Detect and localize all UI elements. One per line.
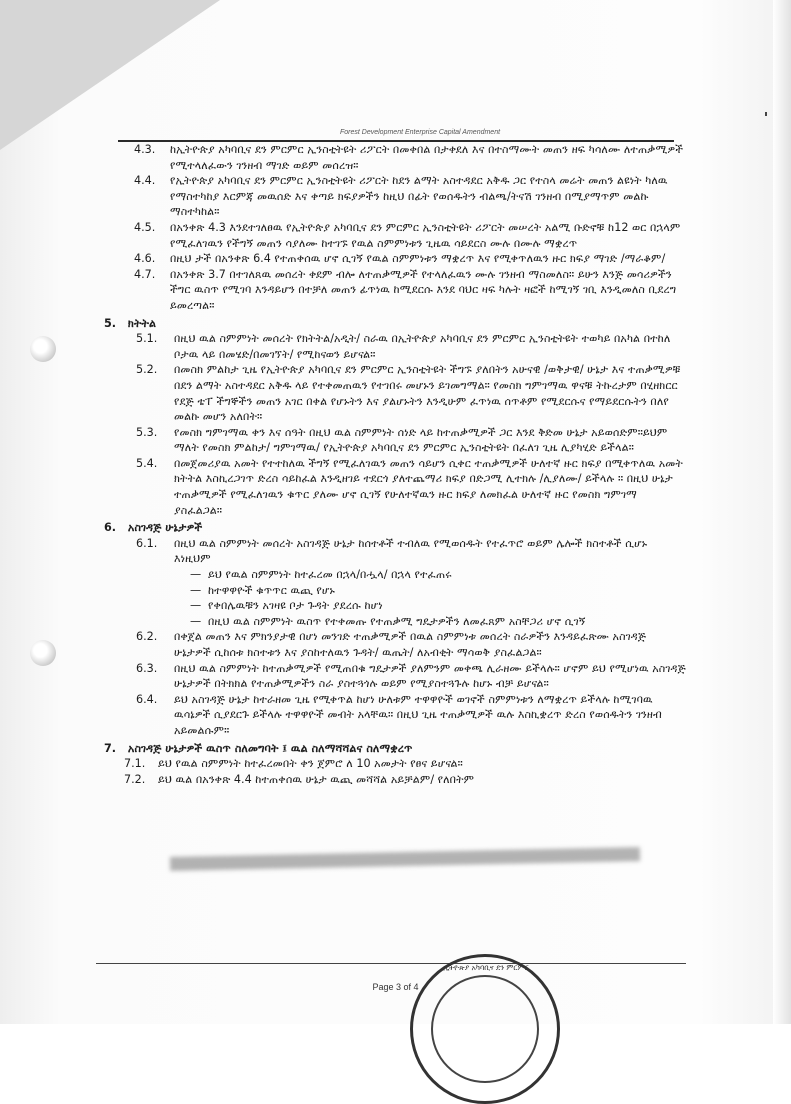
page-fold: [0, 0, 220, 150]
punch-hole-bottom: [30, 640, 56, 666]
item-text: በዚህ ታች በአንቀጽ 6.4 የተጠቀሰዉ ሆኖ ሲገኝ የዉል ስምምነቱን ማቋረጥ እና የሚቀጥለዉን ዙር ክፍያ ማገድ /ማራቆም/: [170, 252, 666, 266]
bullet-item: [96, 583, 686, 599]
item-number: 5.1.: [136, 332, 158, 346]
punch-hole-top: [30, 336, 56, 362]
item-text: ከኢትዮጵያ አካባቢና ደን ምርምር ኢንስቲትዩት ሪፖርት በመቀበል በታቀደለ እና በተስማሙት መጠን ዘፍ ካሳለሙ ለተጠቃሚዎች የሚተላለፈውን ገንዘብ ማገድ ወይም መሰረዝ።: [170, 143, 684, 172]
numbered-item: [96, 220, 686, 251]
section-5-items: [96, 331, 686, 518]
item-text: ይህ የዉል ስምምነት ከተፈረመበት ቀን ጀምሮ ለ 10 አመታት የፀና ይሆናል።: [158, 757, 463, 771]
item-number: 5.3.: [136, 425, 158, 439]
item-number: 6.4.: [136, 692, 158, 706]
numbered-item: [96, 173, 686, 220]
bullet-item: [96, 614, 686, 630]
numbered-item: [96, 267, 686, 314]
section-title: አስገዳጅ ሁኔታዎች ዉስጥ ስለመግባት ፤ ዉል ስለማሻሻልና ስለማቋረጥ: [127, 741, 413, 755]
item-text: በአንቀጽ 3.7 በተገለጸዉ መሰረት ቀደም ብሎ ለተጠቃሚዎች የተላለፈዉን ሙሉ ገንዘብ ማስመለስ። ይሁን እንጅ መሳሪዎችን ችግር ዉስጥ የሚገባ እንዳይሆን በተቻለ መጠን ፊጥነዉ ከሚደርሱ እንደ ባህር ዛፍ ካሉት ዛፎች ከሚገኝ ገቢ እንዲመለስ ቢደረግ ይመረጣል።: [170, 267, 677, 312]
numbered-item: [96, 362, 686, 424]
section-4-items: [96, 142, 686, 314]
section-7-heading: [104, 741, 686, 757]
item-text: በአንቀጽ 4.3 እንደተገለፀዉ የኢትዮጵያ አካባቢና ደን ምርምር ኢንስቲትዩት ሪፖርት መሠረት አልሚ ቡድኖቹ ከ12 ወር በኋላም የሚፈለገዉን የችግኝ መጠን ሳያለሙ ከተገኙ የዉል ስምምነቱን ጊዜዉ ሳይደርስ ሙሉ በሙሉ ማቋረጥ: [170, 220, 681, 250]
numbered-item: [96, 756, 686, 772]
scan-mark: [765, 112, 767, 116]
numbered-item: [96, 142, 686, 173]
item-text: በዚህ ዉል ስምምነት መሰረት አስገዳጅ ሁኔታ ከሰተቶች ተብለዉ የሚወሰዱት የተፈጥሮ ወይም ሌሎች ክስተቶች ሲሆኑ እነዚህም: [174, 536, 648, 566]
bullet-mark: —: [190, 599, 202, 613]
section-5-heading: [104, 316, 686, 332]
document-body: [96, 142, 686, 787]
section-7-items: [96, 756, 686, 787]
item-text: በመጀመሪያዉ አመት የተተከለዉ ችግኝ የሚፈለገዉን መጠን ሳይሆን ሲቀር ተጠቃሚዎች ሁለተኛ ዙር ክፍያ በሚቀጥለዉ አመት ክትትል እስኪረጋገጥ ድረስ ሳይከፈል እንዲዘገይ ተደርጎ ያለተጨማሪ ክፍያ በድጋሚ ሊተክሉ /ሊያለሙ/ ይችላሉ ። በዚህ ሁኔታ ተጠቃሚዎች የሚፈለገዉን ቁጥር ያለሙ ሆኖ ሲገኝ የሁለተኛዉን ዙር ክፍያ ለመክፈል ሁለተኛ ዙር የመስክ ግምገማ ያስፈልጋል።: [174, 456, 683, 517]
numbered-item: [96, 331, 686, 362]
page-number: Page 3 of 4: [372, 982, 419, 992]
item-text: በቀጀል መጠን እና ምክንያታዊ በሆነ መንገድ ተጠቃሚዎች በዉል ስምምነቱ መሰረት ስራዎችን እንዳይፈጽሙ አስገዳጅ ሁኔታዎች ሲከሰቱ ክስተቱን እና ያስከተለዉን ጉዳት/ ዉጤት/ ለአብቂት ማሳወቅ ያስፈልጋል።: [174, 630, 647, 659]
official-stamp: [410, 954, 560, 1104]
item-text: ይህ አስገዳጅ ሁኔታ ከተራዘመ ጊዜ የሚቀጥል ከሆነ ሁለቱም ተዋዋዮች ወገኖች ስምምነቱን ለማቋረጥ ይችላሉ ከሚገባዉ ዉሳኔዎች ሲያደርጉ ይችላሉ ተዋዋዮች መብት አላቸዉ። በዚህ ጊዜ ተጠቃሚዎች ዉሉ እስኪቋረጥ ድረስ የወሰዱትን ገንዘብ አይመልሱም።: [174, 692, 662, 737]
item-number: 6.3.: [136, 661, 158, 675]
item-number: 6.1.: [136, 536, 158, 550]
bullet-text: የቀበሌዉቹን አገዛዩ ቦታ ጉዳት ያደረሱ ከሆነ: [208, 599, 383, 613]
numbered-item: [96, 536, 686, 567]
bullet-item: [96, 598, 686, 614]
item-text: በዚህ ዉል ስምምነት ከተጠቃሚዎች የሚጠበቁ ግዴታዎች ያለምንም መቀጫ ሊራዘሙ ይችላሉ። ሆኖም ይህ የሚሆነዉ አስገዳጅ ሁኔታዎች በትክክል የተጠቃሚዎችን ስራ ያስተጓጎሉ ወይም የሚያስተጓጉሉ ከሆኑ ብቻ ይሆናል።: [174, 661, 686, 691]
numbered-item: [96, 772, 686, 788]
bullet-text: በዚህ ዉል ስምምነት ዉስጥ የተቀመጡ የተጠቃሚ ግዴታዎችን ለመፈጸም አስቸጋሪ ሆኖ ሲገኝ: [208, 614, 586, 628]
ink-smudge: [170, 847, 640, 871]
item-number: 7.1.: [124, 757, 146, 771]
item-text: የኢትዮጵያ አካባቢና ደን ምርምር ኢንስቲትዩት ሪፖርት ከደን ልማት አስተዳደር አቅዱ ጋር የተስላ መሬት መጠን ልዩነት ካለዉ የማስተካከያ እርምጃ መዉሰድ እና ቀጣይ ክፍያዎችን ከዚህ በፊት የወሰዱትን ብልጫ/ትናሽ ገንዘብ በሚያማጥም መልኩ ማስተካከል።: [170, 174, 668, 219]
numbered-item: [96, 692, 686, 739]
item-number: 5.2.: [136, 363, 158, 377]
footer-rule: [96, 963, 686, 964]
numbered-item: [96, 456, 686, 518]
item-text: ይህ ዉል በአንቀጽ 4.4 ከተጠቀሰዉ ሁኔታ ዉጪ መሻሻል አይቻልም/ የለበትም: [158, 772, 475, 786]
item-text: የመስክ ግምገማዉ ቀን እና ሰዓት በዚህ ዉል ስምምነት ሰነድ ላይ ከተጠቃሚዎች ጋር እንደ ቅድመ ሁኔታ አይወሰድም።ይህም ማለት የመስክ ምልከታ/ ግምገማዉ/ የኢትዮጵያ አካባቢና ደን ምርምር ኢንስቲትዩት በፈለገ ጊዜ ሊያካሂድ ይችላል።: [174, 425, 668, 455]
bullet-text: ይህ የዉል ስምምነት ከተፈረመ በኋላ/በሗላ/ በኋላ የተፈጠሩ: [208, 568, 452, 582]
stamp-inner-ring: [431, 975, 539, 1083]
item-number: 7.2.: [124, 772, 146, 786]
numbered-item: [96, 629, 686, 660]
item-number: 6.2.: [136, 630, 158, 644]
item-number: 4.5.: [134, 220, 156, 234]
section-title: አስገዳጅ ሁኔታዎች: [127, 521, 203, 535]
item-number: 4.4.: [134, 174, 156, 188]
numbered-item: [96, 661, 686, 692]
item-text: በመስክ ምልከታ ጊዜ የኢትዮጵያ አካባቢና ደን ምርምር ኢንስቲትዩት ችግኙ ያለበትን አሁናዊ /ወቅታዊ/ ሁኔታ እና ተጠቃሚዎቹ በደን ልማት አስተዳደር አቅዱ ላይ የተቀመጠዉን የተገበሩ መሆኑን ይገመግማል። የመስክ ግምገማዉ ዋናቹ ትኩረታም በሂዘክርር የደጅ ቴፐ ችግኞችን መጠን አገር በቀል የሆኑትን እና ያልሆኑትን እንዲሁም ፈጥነዉ ሰጥቶም የሚደርሱና የማይደርሱትን በለየ መልኩ መሆን አለበት።: [174, 363, 681, 424]
item-number: 4.6.: [134, 252, 156, 266]
letterhead-text: Forest Development Enterprise Capital Amendment: [340, 129, 501, 136]
page-edge: [773, 0, 791, 1024]
section-number: 6.: [104, 521, 117, 535]
bullet-mark: —: [190, 583, 202, 597]
section-6-heading: [104, 520, 686, 536]
section-6-bullets: [96, 567, 686, 629]
bullet-mark: —: [190, 614, 202, 628]
item-number: 5.4.: [136, 456, 158, 470]
section-6-items: [96, 536, 686, 567]
numbered-item: [96, 425, 686, 456]
item-number: 4.3.: [134, 143, 156, 156]
section-number: 5.: [104, 316, 117, 330]
numbered-item: [96, 251, 686, 267]
section-number: 7.: [104, 741, 117, 755]
bullet-mark: —: [190, 568, 202, 582]
item-text: በዚህ ዉል ስምምነት መሰረት የክትትል/አዲት/ ስራዉ በኢትዮጵያ አካባቢና ደን ምርምር ኢንስቲትዩት ተወካይ በአካል በተከለ ቦታዉ ላይ በመሄድ/በመገኘት/ የሚከናወን ይሆናል።: [174, 332, 671, 361]
bullet-text: ከተዋዋዮች ቁጥጥር ዉጪ የሆኑ: [208, 583, 335, 597]
bullet-item: [96, 567, 686, 583]
section-6-items-cont: [96, 629, 686, 738]
stamp-text: ኢትዮጵያ አካባቢና ደን ምርምር: [443, 963, 529, 972]
item-number: 4.7.: [134, 267, 156, 281]
section-title: ክትትል: [127, 316, 157, 330]
